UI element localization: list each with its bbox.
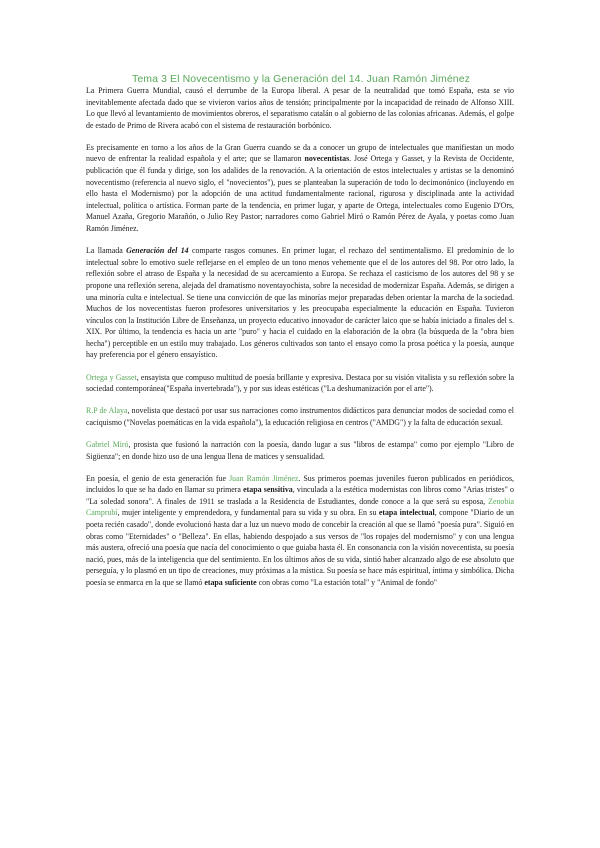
highlight-term: etapa suficiente bbox=[204, 577, 257, 587]
paragraph-historical-context bbox=[86, 85, 514, 131]
paragraph-text: , prosista que fusionó la narración con la poesía, dando lugar a sus "libros de estampa" como por ejemplo "Libro de Sigüenza"; en donde hizo uso de una lengua llena de matices y sensualidad. bbox=[86, 439, 514, 461]
highlight-term: novecentistas bbox=[304, 154, 350, 164]
paragraph-text: , ensayista que compuso multitud de poesía brillante y expresiva. Destaca por su visión vitalista y su reflexión sobre la sociedad contemporánea("España invertebrada"), y por sus ideas estéticas ("La deshumanización por el arte"). bbox=[86, 372, 514, 394]
author-name: R.P de Alaya bbox=[86, 406, 128, 416]
paragraph-text: . José Ortega y Gasset, y la Revista de Occidente, publicación que él funda y dirige, son los adalides de la renovación. A la orientación de estos intelectuales y artistas se la denominó novecentismo (referencia al nuevo siglo, el "novecientos"), pues se planteaban la superación de todo lo decimonónico (incluyendo en ello hasta el Modernismo) por la adopción de una actitud fundamentalmente racional, rigurosa y disciplinada ante la actividad intelectual, política o artística. Forman parte de la tendencia, en primer lugar, y aparte de Ortega, intelectuales como Eugenio D'Ors, Manuel Azaña, Gregorio Marañón, o Julio Rey Pastor; narradores como Gabriel Miró o Ramón Pérez de Ayala, y poetas como Juan Ramón Jiménez. bbox=[86, 154, 514, 234]
paragraph-text: con obras como "La estación total" y "Animal de fondo" bbox=[256, 577, 437, 587]
paragraph-text: , vinculada a la estética modernistas con libros como "Arias tristes" o "La soledad sonora". A finales de 1911 se traslada a la Residencia de Estudiantes, donde conoce a la que será su esposa, bbox=[86, 485, 514, 506]
paragraph-text: En poesía, el genio de esta generación fue bbox=[86, 473, 230, 483]
paragraph-perez-ayala bbox=[86, 405, 514, 428]
highlight-term: etapa sensitiva bbox=[243, 485, 293, 495]
paragraph-text: , mujer inteligente y emprendedora, y fundamental para su vida y su obra. En su bbox=[117, 508, 379, 518]
paragraph-text: Es precisamente en torno a los años de la Gran Guerra cuando se da a conocer un grupo de intelectuales que manifiestan un modo nuevo de enfrentar la realidad española y el arte; que se llamaron bbox=[86, 142, 514, 164]
document-body bbox=[86, 85, 514, 599]
paragraph-text: , compone "Diario de un poeta recién casado", donde evolucionó hasta dar a luz un nuevo modo de concebir la creación al que se llamó "poesía pura". Siguió en obras como "Eternidades" o "Belleza". En ellas, habiendo despojado a sus versos de "los ropajes del modernismo" y con una lengua más austera, ofreció una poesía que nacía del conocimiento o que guiaba hasta él. En consonancia con la visión novecentista, su poesía nació, pues, más de la inteligencia que del sentimiento. En los últimos años de su vida, sintió haber alcanzado algo de ese absoluto que perseguía, y lo plasmó en un tipo de creaciones, muy próximas a la mística. Su poesía se hace más espiritual, íntima y simbólica. Dicha poesía se enmarca en la que se llamó bbox=[86, 508, 514, 587]
paragraph-novecentismo bbox=[86, 142, 514, 235]
paragraph-text: . Sus primeros poemas juveniles fueron publicados en periódicos, incluidos lo que se ha dado en llamar su primera bbox=[86, 473, 514, 495]
author-name: Juan Ramón Jiménez bbox=[229, 473, 299, 483]
paragraph-ortega bbox=[86, 372, 514, 395]
highlight-term: etapa intelectual bbox=[378, 508, 435, 518]
document-title: Tema 3 El Novecentismo y la Generación del 14. Juan Ramón Jiménez bbox=[132, 73, 470, 85]
paragraph-juan-ramon bbox=[86, 473, 514, 589]
paragraph-miro bbox=[86, 439, 514, 462]
author-name: Gabriel Miró bbox=[86, 439, 129, 449]
paragraph-text: , novelista que destacó por usar sus narraciones como instrumentos didácticos para denunciar modos de sociedad como el caciquismo ("Novelas poemáticas en la vida española"), la educación religiosa en centros ("AMDG") y la falta de educación sexual. bbox=[86, 406, 514, 427]
highlight-term: Generación del 14 bbox=[126, 246, 189, 256]
author-name: Zenobia Camprubí bbox=[86, 496, 514, 518]
paragraph-text: La llamada bbox=[86, 246, 127, 256]
author-name: Ortega y Gasset bbox=[86, 372, 137, 382]
paragraph-generacion-14 bbox=[86, 245, 514, 361]
paragraph-text: comparte rasgos comunes. En primer lugar, el rechazo del sentimentalismo. El predominio de lo intelectual sobre lo emotivo suele reflejarse en el empleo de un tono menos vehemente que el de los autores del 98. Por otro lado, la reflexión sobre el atraso de España y la necesidad de su acercamiento a Europa. Se rechaza el casticismo de los autores del 98 y se propone una reflexión serena, alejada del dramatismo noventayochista, sobre la necesidad de modernizar España. Además, se dirigen a una minoría culta e intelectual. Se tiene una convicción de que las minorías mejor preparadas deben orientar la marcha de la sociedad. Muchos de los novecentistas fueron profesores universitarios y les preocupaba especialmente la educación en España. Tuvieron vínculos con la Institución Libre de Enseñanza, un proyecto educativo innovador de carácter laico que se había iniciado a finales del s. XIX. Por último, la tendencia es hacia un arte "puro" y hacia el cuidado en la elaboración de la obra (la búsqueda de la "obra bien hecha") perceptible en un estilo muy trabajado. Los géneros cultivados son tanto el ensayo como la prosa poética y la poesía, aunque hay preferencia por el género ensayístico. bbox=[86, 246, 514, 360]
paragraph-text: La Primera Guerra Mundial, causó el derrumbe de la Europa liberal. A pesar de la neutralidad que tomó España, esta se vio inevitablemente afectada dado que se vivieron varios años de tensión; principalmente por la incapacidad de reinado de Alfonso XIII. Lo que llevó al levantamiento de movimientos obreros, el separatismo catalán o al gobierno de las colonias africanas. Además, el golpe de estado de Primo de Rivera acabó con el sistema de restauración borbónico. bbox=[86, 86, 514, 130]
